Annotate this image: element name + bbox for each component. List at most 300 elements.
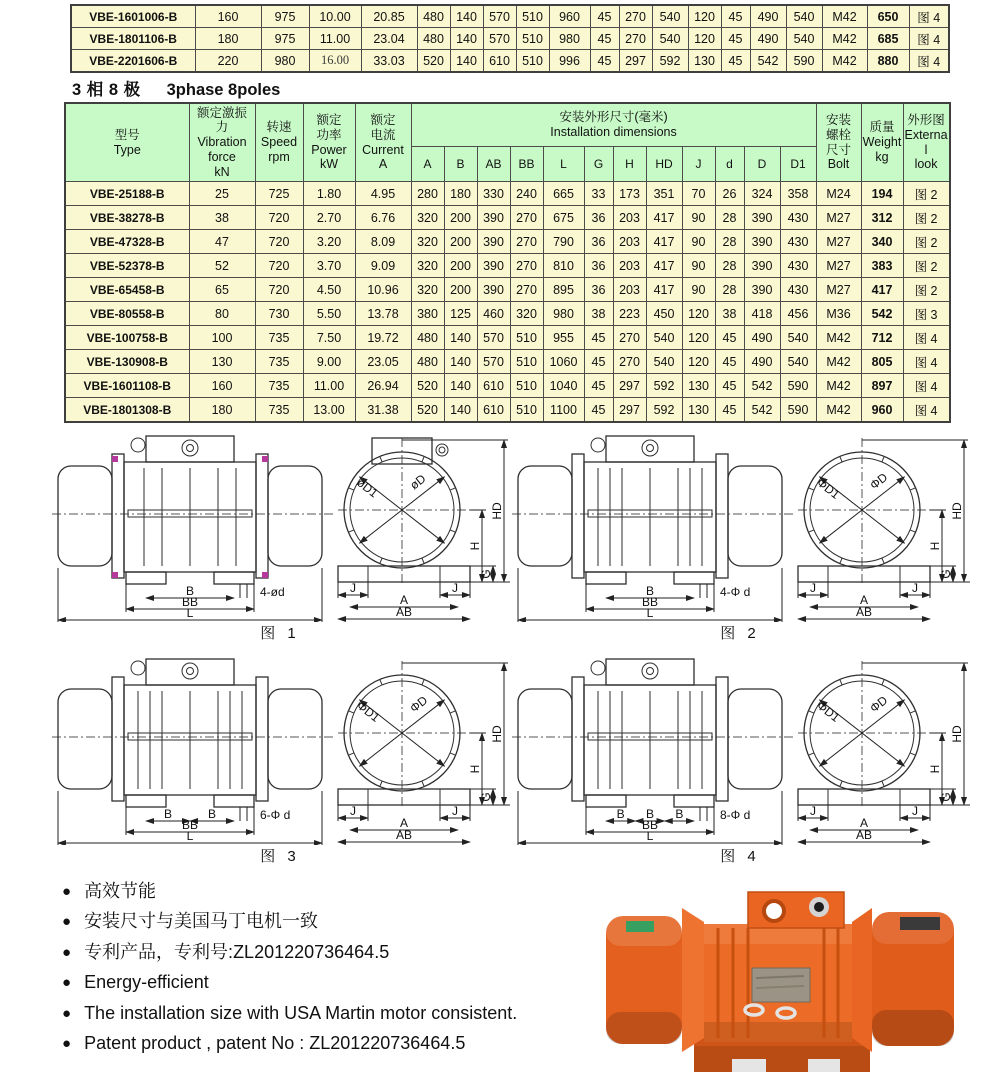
table-cell: 45 [590,5,619,28]
front-view [338,438,510,619]
figure-2-drawing [510,426,970,622]
table-cell: 图 4 [903,374,950,398]
table-cell: 510 [510,326,543,350]
table-cell: 140 [450,50,483,73]
table-row [65,326,950,350]
bolt-count-label: 8-Φ d [720,808,751,822]
figure-1 [50,426,510,643]
diameter-label: ΦD1 [814,698,843,725]
table-cell: 180 [444,182,477,206]
table-cell: 297 [619,50,652,73]
table-cell: 390 [744,278,780,302]
table-cell: 36 [584,254,613,278]
table-cell: 120 [682,302,715,326]
dim-label: L [186,606,194,620]
table-cell: 120 [682,350,715,374]
table-cell: 38 [715,302,744,326]
dim-label: B [645,807,655,821]
motor-top-bracket [748,892,844,928]
table-cell: 45 [715,326,744,350]
table-cell: 图 4 [909,5,949,28]
dim-label: J [350,581,356,595]
table-cell: 390 [744,206,780,230]
dim-label: HD [950,502,964,520]
dim-label: A [399,593,409,607]
table-cell: 430 [780,206,816,230]
table-cell: VBE-1801106-B [71,28,195,50]
table-cell: 480 [417,28,450,50]
table-cell: 90 [682,254,715,278]
dim-label: J [810,804,816,818]
table-cell: 390 [477,254,510,278]
diameter-label: ΦD1 [814,475,843,502]
table-cell: 4.95 [355,182,411,206]
dim-label: A [859,816,869,830]
top-spec-table [70,4,950,73]
table-cell: 975 [261,5,309,28]
table-cell: 7.50 [303,326,355,350]
table-cell: 960 [861,398,903,423]
table-cell: 720 [255,230,303,254]
table-row [65,182,950,206]
table-cell: 570 [477,326,510,350]
table-cell: 320 [411,254,444,278]
table-cell: M42 [822,50,867,73]
table-cell: 45 [721,5,750,28]
table-cell: 26 [715,182,744,206]
dim-label: G [939,792,953,802]
table-cell: 570 [483,5,516,28]
table-cell: 25 [189,182,255,206]
table-cell: 90 [682,230,715,254]
table-cell: 45 [584,374,613,398]
table-cell: 194 [861,182,903,206]
table-cell: 10.96 [355,278,411,302]
feature-text: 高效节能 [84,881,157,901]
table-cell: 590 [780,374,816,398]
table-cell: 720 [255,278,303,302]
dimension-figures [50,426,970,866]
table-cell: M42 [816,350,861,374]
table-cell: 90 [682,206,715,230]
table-cell: 324 [744,182,780,206]
table-cell: 28 [715,206,744,230]
table-cell: M42 [822,28,867,50]
table-cell: 33 [584,182,613,206]
column-header-power: 额定 功率 Power kW [303,103,355,182]
diameter-label: ΦD [867,470,891,493]
table-cell: M36 [816,302,861,326]
table-cell: 417 [646,206,682,230]
table-cell: 270 [510,254,543,278]
table-cell: 270 [510,230,543,254]
dim-label: B [185,584,195,598]
table-cell: 510 [516,50,549,73]
bolt-count-label: 4-Φ d [720,585,751,599]
dim-label: HD [490,502,504,520]
table-cell: 45 [721,50,750,73]
dim-label: A [399,816,409,830]
table-cell: 380 [411,302,444,326]
dim-label: B [616,807,625,821]
table-cell: 图 2 [903,206,950,230]
table-cell: 28 [715,278,744,302]
dim-label: J [912,804,918,818]
figure-3 [50,649,510,866]
bullet-icon: ● [62,1034,72,1052]
table-cell: 790 [543,230,584,254]
table-cell: 725 [255,182,303,206]
feature-item [62,1032,607,1055]
table-cell: 11.00 [303,374,355,398]
table-cell: 23.04 [361,28,417,50]
table-cell: 45 [721,28,750,50]
table-cell: VBE-1601006-B [71,5,195,28]
table-cell: 540 [646,350,682,374]
table-cell: 图 4 [909,28,949,50]
table-cell: VBE-52378-B [65,254,189,278]
motor-left-endcap [606,916,682,1044]
table-cell: 570 [483,28,516,50]
table-cell: 320 [510,302,543,326]
motor-left-flange [682,908,704,1052]
column-header-dim-G: G [584,147,613,182]
diameter-label: øD1 [354,475,381,501]
bullet-icon: ● [62,1004,72,1022]
feature-bullet-list [62,880,607,1062]
motor-right-endcap [872,912,954,1046]
table-cell: 200 [444,206,477,230]
table-cell: 图 4 [903,326,950,350]
table-cell: 417 [646,254,682,278]
table-cell: 70 [682,182,715,206]
dim-label: BB [641,595,659,609]
table-cell: 160 [195,5,261,28]
dim-label: H [468,541,482,551]
table-cell: 8.09 [355,230,411,254]
table-cell: 720 [255,206,303,230]
table-cell: VBE-80558-B [65,302,189,326]
column-header-dim-L: L [543,147,584,182]
table-cell: 610 [477,398,510,423]
table-cell: 540 [786,5,822,28]
bullet-icon: ● [62,883,72,900]
column-header-install-dimensions: 安装外形尺寸(毫米) Installation dimensions [411,103,816,147]
dim-label: G [479,792,493,802]
table-cell: 520 [411,374,444,398]
table-cell: 图 4 [909,50,949,73]
table-cell: 3.70 [303,254,355,278]
side-view [52,659,334,845]
main-spec-table-header [65,103,950,182]
table-cell: 270 [619,28,652,50]
table-cell: VBE-47328-B [65,230,189,254]
table-cell: 270 [619,5,652,28]
table-cell: 351 [646,182,682,206]
table-cell: 203 [613,230,646,254]
table-cell: 383 [861,254,903,278]
table-cell: 100 [189,326,255,350]
table-cell: 1100 [543,398,584,423]
table-cell: 200 [444,254,477,278]
dim-label: B [675,807,684,821]
dim-label: J [452,804,458,818]
table-cell: 390 [477,206,510,230]
table-cell: 490 [744,326,780,350]
table-cell: 330 [477,182,510,206]
main-spec-table-body [65,182,950,423]
table-cell: 270 [613,350,646,374]
dim-label: L [646,606,654,620]
table-cell: 9.00 [303,350,355,374]
feature-text: Patent product , patent No : ZL201220736464.5 [84,1032,466,1053]
table-cell: 665 [543,182,584,206]
column-header-dim-J: J [682,147,715,182]
table-cell: 240 [510,182,543,206]
feature-item [62,941,607,964]
table-cell: 47 [189,230,255,254]
table-cell: 480 [417,5,450,28]
table-cell: 140 [444,398,477,423]
table-cell: 180 [195,28,261,50]
table-cell: 80 [189,302,255,326]
dim-label: H [928,541,942,551]
table-cell: VBE-25188-B [65,182,189,206]
feature-text: The installation size with USA Martin motor consistent. [84,1002,518,1023]
table-cell: 510 [510,350,543,374]
heading-chinese: 3 相 8 极 [72,81,141,99]
dim-label: BB [181,595,199,609]
table-cell: 38 [189,206,255,230]
table-cell: 45 [590,50,619,73]
flange-dot [112,456,118,462]
bolt-count-label: 6-Φ d [260,808,291,822]
table-cell: 6.76 [355,206,411,230]
table-cell: 36 [584,230,613,254]
table-cell: 140 [444,350,477,374]
table-cell: M27 [816,230,861,254]
dim-label: J [912,581,918,595]
table-cell: 130 [189,350,255,374]
table-cell: 2.70 [303,206,355,230]
table-cell: 33.03 [361,50,417,73]
table-cell: 120 [688,28,721,50]
table-cell: 45 [584,326,613,350]
dim-label: HD [490,725,504,743]
table-cell: M42 [822,5,867,28]
table-cell: 996 [549,50,590,73]
bullet-icon: ● [62,974,72,992]
table-cell: 430 [780,230,816,254]
column-header-weight: 质量 Weight kg [861,103,903,182]
table-cell: 图 2 [903,230,950,254]
table-cell: 320 [411,206,444,230]
table-cell: 712 [861,326,903,350]
table-cell: 130 [682,374,715,398]
green-sticker [626,921,654,932]
table-row [65,206,950,230]
front-view [798,661,970,842]
table-cell: 45 [590,28,619,50]
table-cell: 320 [411,278,444,302]
flange-dot [112,572,118,578]
table-cell: 735 [255,350,303,374]
diameter-label: ΦD [867,693,891,716]
figure-4-drawing [510,649,970,845]
table-cell: 980 [261,50,309,73]
table-cell: 975 [261,28,309,50]
table-cell: 510 [510,398,543,423]
table-cell: 490 [744,350,780,374]
figure-caption: 图 1 [260,625,300,642]
dim-label: AB [395,828,413,842]
table-cell: 520 [417,50,450,73]
table-row [65,350,950,374]
table-cell: 480 [411,350,444,374]
table-cell: 490 [750,28,786,50]
table-cell: 图 2 [903,254,950,278]
table-cell: 542 [744,398,780,423]
column-header-external: 外形图 Externa l look [903,103,950,182]
table-cell: 180 [189,398,255,423]
column-header-dim-A: A [411,147,444,182]
figure-4 [510,649,970,866]
table-cell: 430 [780,254,816,278]
table-cell: 20.85 [361,5,417,28]
diameter-label: ΦD1 [354,698,383,725]
table-cell: 26.94 [355,374,411,398]
table-cell: 810 [543,254,584,278]
table-cell: 297 [613,374,646,398]
dim-label: J [452,581,458,595]
table-cell: 456 [780,302,816,326]
table-row [65,254,950,278]
table-row [65,230,950,254]
figure-3-drawing [50,649,510,845]
table-cell: 418 [744,302,780,326]
table-cell: 510 [516,5,549,28]
table-cell: 45 [584,398,613,423]
table-cell: 720 [255,254,303,278]
table-cell: 610 [477,374,510,398]
table-cell: 223 [613,302,646,326]
flange-dot [262,456,268,462]
dim-label: B [163,807,173,821]
table-cell: 880 [867,50,909,73]
table-cell: 220 [195,50,261,73]
table-cell: 130 [688,50,721,73]
table-cell: 140 [450,5,483,28]
figure-caption: 图 3 [260,848,300,865]
dim-label: G [479,569,493,579]
table-cell: 1040 [543,374,584,398]
table-row [71,5,949,28]
table-cell: 23.05 [355,350,411,374]
table-cell: 200 [444,230,477,254]
table-cell: 5.50 [303,302,355,326]
table-cell: VBE-100758-B [65,326,189,350]
dim-label: L [646,829,654,843]
table-cell: 540 [780,350,816,374]
table-cell: 592 [646,374,682,398]
feature-text: 安装尺寸与美国马丁电机一致 [84,911,319,932]
diameter-label: ΦD [407,693,431,716]
table-cell: 图 2 [903,182,950,206]
column-header-dim-B: B [444,147,477,182]
column-header-dim-D: D [744,147,780,182]
main-spec-table [64,102,951,423]
figure-2 [510,426,970,643]
header-row-group [65,103,950,147]
column-header-dim-AB: AB [477,147,510,182]
table-cell: 320 [411,230,444,254]
table-cell: 480 [411,326,444,350]
table-cell: 390 [477,230,510,254]
table-cell: 542 [861,302,903,326]
table-cell: 895 [543,278,584,302]
product-photo [600,886,995,1084]
table-cell: 540 [652,28,688,50]
table-cell: M27 [816,254,861,278]
table-cell: 52 [189,254,255,278]
table-cell: 图 2 [903,278,950,302]
table-cell: 312 [861,206,903,230]
column-header-dim-D1: D1 [780,147,816,182]
table-cell: 13.00 [303,398,355,423]
table-cell: 45 [584,350,613,374]
table-cell: 16.00 [309,50,361,73]
top-spec-table-body [71,5,949,72]
table-cell: 140 [450,28,483,50]
table-cell: 590 [786,50,822,73]
table-cell: 图 4 [903,350,950,374]
side-view [52,436,334,622]
table-row [65,374,950,398]
table-cell: 270 [510,278,543,302]
feature-item [62,1002,607,1025]
column-header-dim-H: H [613,147,646,182]
table-cell: 200 [444,278,477,302]
table-cell: 960 [549,5,590,28]
table-cell: 592 [646,398,682,423]
figure-caption: 图 4 [720,848,760,865]
column-header-dim-BB: BB [510,147,543,182]
dim-label: HD [950,725,964,743]
table-cell: VBE-65458-B [65,278,189,302]
table-cell: 540 [652,5,688,28]
table-cell: VBE-38278-B [65,206,189,230]
table-cell: 38 [584,302,613,326]
table-cell: 65 [189,278,255,302]
figure-1-drawing [50,426,510,622]
table-cell: 735 [255,398,303,423]
table-cell: 90 [682,278,715,302]
table-cell: 图 3 [903,302,950,326]
dim-label: J [810,581,816,595]
table-cell: 390 [744,254,780,278]
table-cell: M42 [816,398,861,423]
table-cell: 203 [613,278,646,302]
feature-text: 专利产品，专利号:ZL201220736464.5 [84,941,390,962]
table-cell: 542 [750,50,786,73]
table-cell: 270 [510,206,543,230]
table-cell: 36 [584,206,613,230]
column-header-current: 额定 电流 Current A [355,103,411,182]
dim-label: A [859,593,869,607]
dark-label [900,917,940,930]
table-cell: 203 [613,206,646,230]
table-cell: 31.38 [355,398,411,423]
